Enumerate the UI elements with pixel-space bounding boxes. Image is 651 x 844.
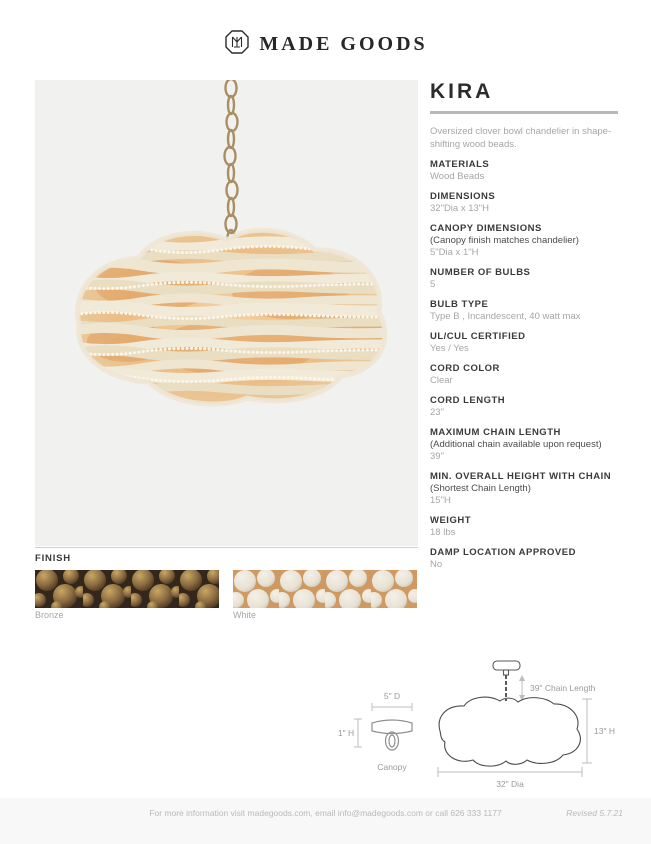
chandelier-illustration: [35, 80, 418, 546]
spec-canopy-dimensions: CANOPY DIMENSIONS (Canopy finish matches chandelier) 5"Dia x 1"H: [430, 223, 579, 258]
chandelier-diagram: [438, 661, 615, 789]
finish-swatch-bronze: [35, 570, 219, 608]
spec-ul-cul: UL/CUL CERTIFIED Yes / Yes: [430, 331, 526, 354]
canopy-height-label: 1" H: [337, 728, 355, 738]
chandelier-diameter-label: 32" Dia: [496, 779, 524, 789]
spec-column: [430, 80, 623, 571]
product-photo: [35, 80, 418, 546]
finish-name-bronze: Bronze: [35, 610, 64, 620]
spec-cord-color: CORD COLOR Clear: [430, 363, 500, 386]
brand-header: [0, 28, 651, 61]
finish-divider: [35, 547, 418, 548]
product-title: KIRA: [430, 80, 494, 103]
spec-damp-location: DAMP LOCATION APPROVED No: [430, 547, 576, 570]
spec-weight: WEIGHT 18 lbs: [430, 515, 471, 538]
canopy-caption: Canopy: [377, 762, 407, 772]
made-goods-monogram-icon: [223, 28, 251, 61]
spec-max-chain-length: MAXIMUM CHAIN LENGTH (Additional chain available upon request) 39": [430, 427, 602, 462]
product-description: Oversized clover bowl chandelier in shape-shifting wood beads.: [430, 126, 612, 150]
spec-min-overall-height: MIN. OVERALL HEIGHT WITH CHAIN (Shortest Chain Length) 15"H: [430, 471, 612, 506]
finish-swatch-white: [233, 570, 417, 608]
footer: [0, 798, 651, 844]
canopy-width-label: 5" D: [383, 691, 401, 701]
chain-length-label: 39" Chain Length: [530, 683, 596, 693]
spec-dimensions: DIMENSIONS 32"Dia x 13"H: [430, 191, 496, 214]
spec-number-of-bulbs: NUMBER OF BULBS 5: [430, 267, 531, 290]
title-divider: [430, 111, 618, 114]
footer-contact-info: For more information visit madegoods.com, email info@madegoods.com or call 626 333 1177: [149, 808, 502, 818]
chandelier-outline: [439, 697, 580, 766]
canopy-diagram: [338, 691, 412, 772]
finish-heading: FINISH: [35, 553, 71, 564]
dimension-diagram: [330, 653, 630, 803]
spec-materials: MATERIALS Wood Beads: [430, 159, 490, 182]
spec-bulb-type: BULB TYPE Type B , Incandescent, 40 watt max: [430, 299, 581, 322]
finish-name-white: White: [233, 610, 257, 620]
spec-cord-length: CORD LENGTH 23": [430, 395, 506, 418]
footer-revised-date: Revised 5.7.21: [566, 808, 623, 818]
chandelier-height-label: 13" H: [594, 726, 615, 736]
chain-links: [225, 80, 238, 246]
brand-name: MADE GOODS: [259, 33, 428, 55]
